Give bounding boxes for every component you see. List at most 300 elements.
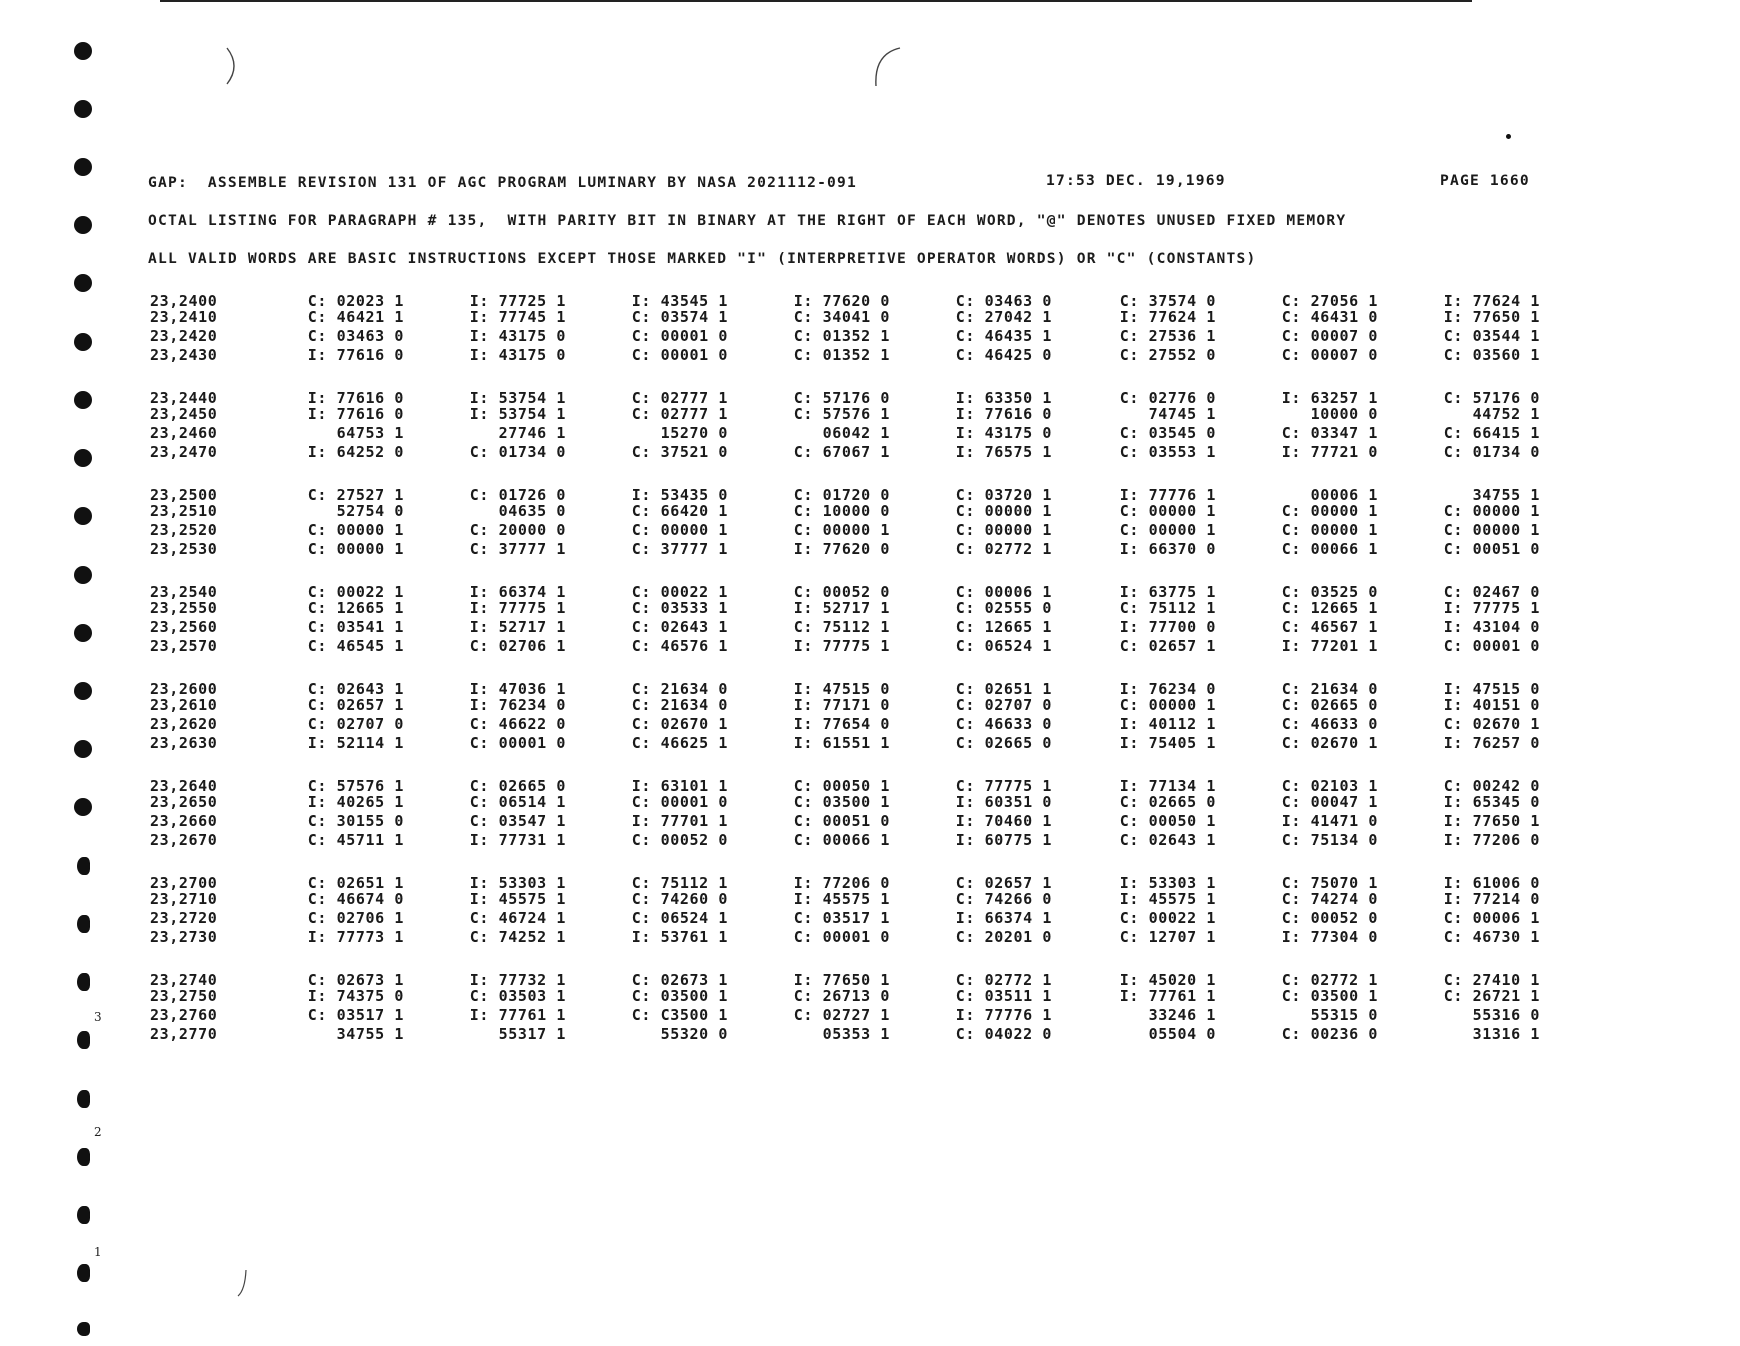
octal-word: C: 00006 1 — [1443, 909, 1540, 927]
octal-word: C: 00001 0 — [631, 327, 728, 345]
punch-hole-icon — [77, 1090, 90, 1108]
octal-word: C: 06524 1 — [631, 909, 728, 927]
row-address: 23,2670 — [150, 831, 218, 849]
octal-word: C: 03560 1 — [1443, 346, 1540, 364]
scan-paren-icon — [236, 1268, 250, 1298]
octal-word: C: 27552 0 — [1119, 346, 1216, 364]
listing-row — [0, 637, 1740, 655]
listing-row — [0, 443, 1740, 461]
octal-word: C: 00052 0 — [793, 583, 890, 601]
octal-word: C: 67067 1 — [793, 443, 890, 461]
octal-word: I: 52717 1 — [469, 618, 566, 636]
octal-word: I: 77304 0 — [1281, 928, 1378, 946]
octal-word: C: 02643 1 — [1119, 831, 1216, 849]
octal-word: C: 00001 0 — [1443, 637, 1540, 655]
octal-word: 27746 1 — [498, 424, 566, 442]
octal-word: C: 00000 1 — [631, 521, 728, 539]
octal-word: C: 03500 1 — [1281, 987, 1378, 1005]
row-address: 23,2420 — [150, 327, 218, 345]
octal-word: C: 00007 0 — [1281, 327, 1378, 345]
octal-word: C: 30155 0 — [307, 812, 404, 830]
octal-word: C: 03547 1 — [469, 812, 566, 830]
octal-word: C: 00000 1 — [1443, 521, 1540, 539]
octal-word: C: 02657 1 — [307, 696, 404, 714]
octal-word: I: 40265 1 — [307, 793, 404, 811]
octal-word: C: 00000 1 — [307, 540, 404, 558]
octal-word: C: 00236 0 — [1281, 1025, 1378, 1043]
octal-word: I: 76234 0 — [469, 696, 566, 714]
octal-word: C: 02555 0 — [955, 599, 1052, 617]
octal-word: C: 02665 0 — [1281, 696, 1378, 714]
octal-word: C: 57176 0 — [793, 389, 890, 407]
octal-word: C: 77775 1 — [955, 777, 1052, 795]
octal-word: C: 02777 1 — [631, 405, 728, 423]
octal-word: C: 00000 1 — [955, 502, 1052, 520]
octal-word: C: 00022 1 — [307, 583, 404, 601]
octal-word: I: 77206 0 — [793, 874, 890, 892]
scan-paren-icon — [868, 44, 904, 92]
octal-word: C: 00000 1 — [1119, 521, 1216, 539]
octal-word: I: 47515 0 — [793, 680, 890, 698]
octal-word: C: 46625 1 — [631, 734, 728, 752]
octal-word: C: 00052 0 — [631, 831, 728, 849]
row-address: 23,2560 — [150, 618, 218, 636]
octal-word: I: 75405 1 — [1119, 734, 1216, 752]
octal-word: 34755 1 — [336, 1025, 404, 1043]
octal-word: C: 74274 0 — [1281, 890, 1378, 908]
octal-word: C: 00066 1 — [793, 831, 890, 849]
octal-word: C: 74252 1 — [469, 928, 566, 946]
margin-mark: 3 — [94, 1010, 102, 1024]
octal-word: C: 57576 1 — [307, 777, 404, 795]
octal-word: I: 53754 1 — [469, 405, 566, 423]
octal-word: I: 77206 0 — [1443, 831, 1540, 849]
octal-word: 31316 1 — [1472, 1025, 1540, 1043]
listing-row — [0, 327, 1740, 345]
octal-word: C: 04022 0 — [955, 1025, 1052, 1043]
row-address: 23,2650 — [150, 793, 218, 811]
punch-hole-icon — [74, 566, 92, 584]
octal-word: C: 21634 0 — [1281, 680, 1378, 698]
octal-word: I: 70460 1 — [955, 812, 1052, 830]
octal-word: C: 02727 1 — [793, 1006, 890, 1024]
octal-word: I: 66374 1 — [469, 583, 566, 601]
octal-word: C: 12665 1 — [1281, 599, 1378, 617]
octal-word: I: 76257 0 — [1443, 734, 1540, 752]
octal-word: I: 64252 0 — [307, 443, 404, 461]
octal-word: I: 76575 1 — [955, 443, 1052, 461]
octal-word: I: 77616 0 — [955, 405, 1052, 423]
octal-word: C: 66415 1 — [1443, 424, 1540, 442]
octal-word: C: 66420 1 — [631, 502, 728, 520]
octal-word: C: 27536 1 — [1119, 327, 1216, 345]
octal-word: I: 40112 1 — [1119, 715, 1216, 733]
octal-word: C: 03720 1 — [955, 486, 1052, 504]
octal-word: C: 03463 0 — [307, 327, 404, 345]
octal-word: I: 45575 1 — [1119, 890, 1216, 908]
octal-word: C: 46421 1 — [307, 308, 404, 326]
octal-word: C: 34041 0 — [793, 308, 890, 326]
octal-word: C: 10000 0 — [793, 502, 890, 520]
octal-word: C: 00001 0 — [631, 346, 728, 364]
octal-word: 00006 1 — [1310, 486, 1378, 504]
octal-word: C: 00052 0 — [1281, 909, 1378, 927]
row-address: 23,2570 — [150, 637, 218, 655]
listing-row — [0, 793, 1740, 811]
header-page-number: PAGE 1660 — [1440, 172, 1530, 189]
octal-word: I: 47515 0 — [1443, 680, 1540, 698]
octal-word: C: 02772 1 — [955, 540, 1052, 558]
punch-hole-icon — [77, 857, 90, 875]
octal-word: I: 43545 1 — [631, 292, 728, 310]
listing-row — [0, 346, 1740, 364]
octal-word: C: 75112 1 — [631, 874, 728, 892]
octal-word: C: 20000 0 — [469, 521, 566, 539]
octal-word: C: 02651 1 — [955, 680, 1052, 698]
octal-word: C: 00047 1 — [1281, 793, 1378, 811]
octal-word: C: 75112 1 — [793, 618, 890, 636]
octal-word: C: 02651 1 — [307, 874, 404, 892]
octal-word: C: 01720 0 — [793, 486, 890, 504]
octal-word: C: 37574 0 — [1119, 292, 1216, 310]
octal-word: C: 03463 0 — [955, 292, 1052, 310]
listing-row — [0, 987, 1740, 1005]
octal-word: 52754 0 — [336, 502, 404, 520]
octal-word: C: 03500 1 — [793, 793, 890, 811]
octal-word: I: 77650 1 — [1443, 308, 1540, 326]
octal-word: C: 02665 0 — [1119, 793, 1216, 811]
octal-word: C: 01352 1 — [793, 327, 890, 345]
octal-word: C: 75134 0 — [1281, 831, 1378, 849]
octal-word: C: 02777 1 — [631, 389, 728, 407]
octal-word: C: 00001 0 — [469, 734, 566, 752]
octal-word: C: 02772 1 — [955, 971, 1052, 989]
octal-word: I: 45575 1 — [793, 890, 890, 908]
octal-word: I: 77134 1 — [1119, 777, 1216, 795]
octal-word: I: 63257 1 — [1281, 389, 1378, 407]
octal-word: C: 00050 1 — [793, 777, 890, 795]
punch-hole-icon — [77, 1206, 90, 1224]
row-address: 23,2610 — [150, 696, 218, 714]
octal-word: 04635 0 — [498, 502, 566, 520]
punch-hole-icon — [74, 100, 92, 118]
octal-word: 55320 0 — [660, 1025, 728, 1043]
octal-word: I: 76234 0 — [1119, 680, 1216, 698]
octal-word: I: 77616 0 — [307, 346, 404, 364]
top-rule — [160, 0, 1472, 2]
octal-word: C: 27056 1 — [1281, 292, 1378, 310]
octal-word: I: 63775 1 — [1119, 583, 1216, 601]
row-address: 23,2710 — [150, 890, 218, 908]
octal-word: C: 12665 1 — [307, 599, 404, 617]
octal-word: C: 00051 0 — [793, 812, 890, 830]
listing-row — [0, 540, 1740, 558]
listing-row — [0, 909, 1740, 927]
octal-word: I: 77776 1 — [955, 1006, 1052, 1024]
listing-row — [0, 521, 1740, 539]
octal-word: 10000 0 — [1310, 405, 1378, 423]
octal-word: I: 77731 1 — [469, 831, 566, 849]
octal-word: C: 02023 1 — [307, 292, 404, 310]
octal-word: I: 45575 1 — [469, 890, 566, 908]
octal-word: C: 02657 1 — [1119, 637, 1216, 655]
octal-word: C: 27042 1 — [955, 308, 1052, 326]
octal-word: I: 43175 0 — [469, 346, 566, 364]
octal-word: 64753 1 — [336, 424, 404, 442]
octal-word: I: 61551 1 — [793, 734, 890, 752]
row-address: 23,2400 — [150, 292, 218, 310]
punch-hole-icon — [74, 158, 92, 176]
octal-word: C: 00000 1 — [793, 521, 890, 539]
row-address: 23,2410 — [150, 308, 218, 326]
octal-word: C: 00000 1 — [955, 521, 1052, 539]
octal-word: C: 03511 1 — [955, 987, 1052, 1005]
octal-word: I: 77616 0 — [307, 389, 404, 407]
row-address: 23,2530 — [150, 540, 218, 558]
octal-word: I: 41471 0 — [1281, 812, 1378, 830]
octal-word: C: 00051 0 — [1443, 540, 1540, 558]
row-address: 23,2750 — [150, 987, 218, 1005]
octal-word: C: 03533 1 — [631, 599, 728, 617]
scan-speck — [1506, 134, 1511, 139]
margin-mark: 2 — [94, 1125, 102, 1139]
octal-word: C: 02772 1 — [1281, 971, 1378, 989]
octal-word: C: 46576 1 — [631, 637, 728, 655]
row-address: 23,2630 — [150, 734, 218, 752]
octal-word: C: 02707 0 — [955, 696, 1052, 714]
row-address: 23,2440 — [150, 389, 218, 407]
octal-word: I: 53303 1 — [469, 874, 566, 892]
row-address: 23,2660 — [150, 812, 218, 830]
octal-word: I: 53754 1 — [469, 389, 566, 407]
octal-word: C: 02706 1 — [307, 909, 404, 927]
octal-word: C: 00022 1 — [631, 583, 728, 601]
octal-word: I: 63350 1 — [955, 389, 1052, 407]
octal-word: 74745 1 — [1148, 405, 1216, 423]
octal-word: C: 20201 0 — [955, 928, 1052, 946]
octal-word: I: 43175 0 — [955, 424, 1052, 442]
margin-mark: 1 — [94, 1245, 102, 1259]
row-address: 23,2760 — [150, 1006, 218, 1024]
punch-hole-icon — [74, 42, 92, 60]
header-timestamp: 17:53 DEC. 19,1969 — [1046, 172, 1226, 189]
octal-word: C: 46431 0 — [1281, 308, 1378, 326]
octal-word: I: 77171 0 — [793, 696, 890, 714]
row-address: 23,2510 — [150, 502, 218, 520]
octal-word: C: 01734 0 — [469, 443, 566, 461]
row-address: 23,2620 — [150, 715, 218, 733]
octal-word: C: 03500 1 — [631, 987, 728, 1005]
octal-word: C: 03545 0 — [1119, 424, 1216, 442]
octal-word: I: 77776 1 — [1119, 486, 1216, 504]
octal-word: C: 00001 0 — [631, 793, 728, 811]
octal-word: I: 77761 1 — [1119, 987, 1216, 1005]
octal-word: C: 46567 1 — [1281, 618, 1378, 636]
octal-word: C: 02673 1 — [307, 971, 404, 989]
octal-word: I: 77725 1 — [469, 292, 566, 310]
octal-word: I: 77775 1 — [469, 599, 566, 617]
octal-word: I: 77650 1 — [793, 971, 890, 989]
octal-word: I: 52114 1 — [307, 734, 404, 752]
octal-word: C: 03553 1 — [1119, 443, 1216, 461]
octal-word: 55317 1 — [498, 1025, 566, 1043]
listing-row — [0, 405, 1740, 423]
row-address: 23,2740 — [150, 971, 218, 989]
octal-word: C: 21634 0 — [631, 680, 728, 698]
row-address: 23,2450 — [150, 405, 218, 423]
octal-word: I: 77775 1 — [793, 637, 890, 655]
octal-word: C: 46435 1 — [955, 327, 1052, 345]
octal-word: C: 02670 1 — [631, 715, 728, 733]
octal-word: C: 00007 0 — [1281, 346, 1378, 364]
octal-word: I: 66370 0 — [1119, 540, 1216, 558]
octal-word: C: 01726 0 — [469, 486, 566, 504]
octal-word: C: 02707 0 — [307, 715, 404, 733]
octal-word: 44752 1 — [1472, 405, 1540, 423]
listing-row — [0, 928, 1740, 946]
octal-word: C: 46633 0 — [955, 715, 1052, 733]
octal-word: C: 01734 0 — [1443, 443, 1540, 461]
row-address: 23,2600 — [150, 680, 218, 698]
octal-word: C: 02670 1 — [1443, 715, 1540, 733]
octal-word: C: 02665 0 — [469, 777, 566, 795]
octal-word: C: 02776 0 — [1119, 389, 1216, 407]
row-address: 23,2470 — [150, 443, 218, 461]
octal-word: I: 77745 1 — [469, 308, 566, 326]
octal-word: C: 46425 0 — [955, 346, 1052, 364]
octal-word: C: 02643 1 — [307, 680, 404, 698]
octal-word: 06042 1 — [822, 424, 890, 442]
scan-paren-icon — [224, 44, 244, 88]
listing-row — [0, 1006, 1740, 1024]
octal-word: C: 01352 1 — [793, 346, 890, 364]
listing-row — [0, 424, 1740, 442]
octal-word: C: 02467 0 — [1443, 583, 1540, 601]
octal-word: I: 45020 1 — [1119, 971, 1216, 989]
octal-word: C: 26713 0 — [793, 987, 890, 1005]
row-address: 23,2640 — [150, 777, 218, 795]
row-address: 23,2500 — [150, 486, 218, 504]
octal-word: C: 75112 1 — [1119, 599, 1216, 617]
octal-word: I: 61006 0 — [1443, 874, 1540, 892]
octal-word: I: 77721 0 — [1281, 443, 1378, 461]
octal-word: C: 06514 1 — [469, 793, 566, 811]
octal-word: C: 03517 1 — [793, 909, 890, 927]
octal-word: C: 57176 0 — [1443, 389, 1540, 407]
header-listing-description: OCTAL LISTING FOR PARAGRAPH # 135, WITH PARITY BIT IN BINARY AT THE RIGHT OF EACH WORD, "@" DENOTES UNUSED FIXED MEMORY — [148, 212, 1347, 229]
header-assembly-line: GAP: ASSEMBLE REVISION 131 OF AGC PROGRAM LUMINARY BY NASA 2021112-091 — [148, 174, 858, 191]
octal-word: C: 02665 0 — [955, 734, 1052, 752]
octal-word: I: 60775 1 — [955, 831, 1052, 849]
octal-word: 34755 1 — [1472, 486, 1540, 504]
octal-word: C: 37777 1 — [469, 540, 566, 558]
listing-row — [0, 734, 1740, 752]
punch-hole-icon — [77, 1322, 90, 1336]
octal-word: I: 63101 1 — [631, 777, 728, 795]
octal-word: I: 60351 0 — [955, 793, 1052, 811]
row-address: 23,2430 — [150, 346, 218, 364]
octal-word: C: 00050 1 — [1119, 812, 1216, 830]
punch-hole-icon — [74, 216, 92, 234]
octal-word: I: 52717 1 — [793, 599, 890, 617]
listing-row — [0, 715, 1740, 733]
listing-row — [0, 599, 1740, 617]
octal-word: 15270 0 — [660, 424, 728, 442]
octal-word: C: 37777 1 — [631, 540, 728, 558]
row-address: 23,2540 — [150, 583, 218, 601]
octal-word: I: 77700 0 — [1119, 618, 1216, 636]
octal-word: C: 46633 0 — [1281, 715, 1378, 733]
octal-word: I: 74375 0 — [307, 987, 404, 1005]
octal-word: 05504 0 — [1148, 1025, 1216, 1043]
octal-word: C: 75070 1 — [1281, 874, 1378, 892]
octal-word: C: 00000 1 — [1281, 502, 1378, 520]
octal-word: C: 06524 1 — [955, 637, 1052, 655]
punch-hole-icon — [77, 1264, 90, 1282]
octal-word: C: 00242 0 — [1443, 777, 1540, 795]
listing-row — [0, 618, 1740, 636]
octal-word: 55316 0 — [1472, 1006, 1540, 1024]
octal-word: I: 66374 1 — [955, 909, 1052, 927]
octal-word: C: 12707 1 — [1119, 928, 1216, 946]
octal-word: I: 77214 0 — [1443, 890, 1540, 908]
octal-word: C: 21634 0 — [631, 696, 728, 714]
octal-word: C: 45711 1 — [307, 831, 404, 849]
octal-word: C: 03503 1 — [469, 987, 566, 1005]
octal-word: I: 77620 0 — [793, 292, 890, 310]
octal-word: I: 77732 1 — [469, 971, 566, 989]
octal-word: C: 00000 1 — [1119, 696, 1216, 714]
octal-word: C: 02706 1 — [469, 637, 566, 655]
octal-word: I: 77616 0 — [307, 405, 404, 423]
octal-word: C: 57576 1 — [793, 405, 890, 423]
octal-word: C: 74266 0 — [955, 890, 1052, 908]
octal-word: C: 26721 1 — [1443, 987, 1540, 1005]
octal-word: 05353 1 — [822, 1025, 890, 1043]
octal-word: I: 77654 0 — [793, 715, 890, 733]
punch-hole-icon — [77, 1148, 90, 1166]
row-address: 23,2700 — [150, 874, 218, 892]
row-address: 23,2520 — [150, 521, 218, 539]
octal-word: I: 40151 0 — [1443, 696, 1540, 714]
octal-word: 33246 1 — [1148, 1006, 1216, 1024]
octal-word: I: 77624 1 — [1443, 292, 1540, 310]
octal-word: I: 77650 1 — [1443, 812, 1540, 830]
octal-word: C: 46724 1 — [469, 909, 566, 927]
row-address: 23,2460 — [150, 424, 218, 442]
octal-word: C: 00000 1 — [1281, 521, 1378, 539]
octal-word: I: 53761 1 — [631, 928, 728, 946]
octal-word: 55315 0 — [1310, 1006, 1378, 1024]
octal-word: C: 00022 1 — [1119, 909, 1216, 927]
octal-word: C: 02673 1 — [631, 971, 728, 989]
octal-word: C: 03347 1 — [1281, 424, 1378, 442]
octal-word: I: 53435 0 — [631, 486, 728, 504]
punch-hole-icon — [74, 274, 92, 292]
octal-word: C: 03541 1 — [307, 618, 404, 636]
octal-word: C: 02670 1 — [1281, 734, 1378, 752]
octal-word: I: 77775 1 — [1443, 599, 1540, 617]
listing-row — [0, 308, 1740, 326]
octal-word: I: 77701 1 — [631, 812, 728, 830]
octal-word: I: 77624 1 — [1119, 308, 1216, 326]
octal-word: C: 03525 0 — [1281, 583, 1378, 601]
octal-word: C: 46622 0 — [469, 715, 566, 733]
octal-word: C: 02643 1 — [631, 618, 728, 636]
octal-word: C: 03517 1 — [307, 1006, 404, 1024]
octal-word: C: 46545 1 — [307, 637, 404, 655]
octal-word: C: 46674 0 — [307, 890, 404, 908]
